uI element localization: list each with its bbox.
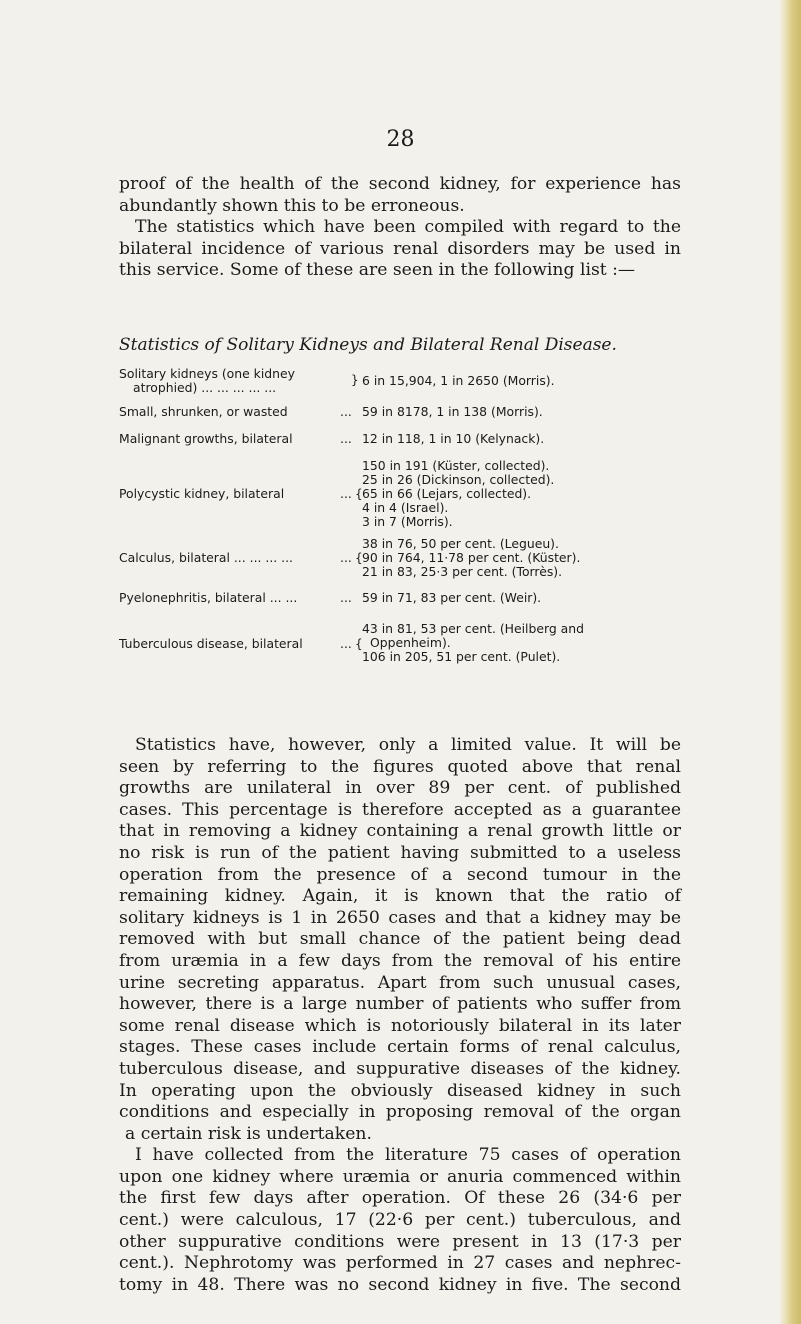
text-line: I have collected from the literature 75 cases of operation — [135, 1145, 681, 1166]
text-line: removed with but small chance of the patient being dead — [119, 929, 681, 950]
leader-dots: ... — [340, 431, 352, 446]
row-values: 150 in 191 (Küster, collected). 25 in 26 (Dickinson, collected). 65 in 66 (Lejars, collected). 4 in 4 (Israel). 3 in 7 (Morris). — [362, 458, 555, 529]
text-line: proof of the health of the second kidney, for experience has — [119, 174, 681, 194]
brace-icon: { — [355, 487, 363, 501]
text-line: some renal disease which is notoriously bilateral in its later — [119, 1015, 681, 1036]
row-values: 43 in 81, 53 per cent. (Heilberg and Oppenheim). 106 in 205, 51 per cent. (Pulet). — [362, 621, 584, 664]
row-values: 38 in 76, 50 per cent. (Legueu). 90 in 764, 11·78 per cent. (Küster). 21 in 83, 25·3 per cent. (Torrès). — [362, 536, 581, 579]
text-line: operation from the presence of a second tumour in the — [119, 864, 681, 885]
text-line: urine secreting apparatus. Apart from such unusual cases, — [119, 972, 681, 993]
text-line: tuberculous disease, and suppurative diseases of the kidney. — [119, 1058, 681, 1079]
text-line: no risk is run of the patient having submitted to a useless — [119, 842, 681, 863]
text-line: cent.). Nephrotomy was performed in 27 cases and nephrec- — [119, 1253, 681, 1274]
text-line: however, there is a large number of patients who suffer from — [119, 994, 681, 1015]
row-label: Polycystic kidney, bilateral — [119, 486, 285, 501]
text-line: The statistics which have been compiled with regard to the — [135, 217, 681, 238]
row-label: Small, shrunken, or wasted — [119, 404, 288, 419]
intro-paragraph — [119, 174, 681, 282]
row-values: 12 in 118, 1 in 10 (Kelynack). — [362, 431, 545, 446]
page-edge — [779, 0, 801, 1324]
text-line: other suppurative conditions were present in 13 (17·3 per — [119, 1231, 681, 1252]
row-values: 59 in 71, 83 per cent. (Weir). — [362, 590, 542, 605]
text-line: upon one kidney where uræmia or anuria commenced within — [119, 1166, 681, 1187]
leader-dots: ... — [340, 486, 352, 501]
text-line: this service. Some of these are seen in the following list :— — [119, 260, 636, 281]
brace-icon: { — [355, 551, 363, 565]
text-line: In operating upon the obviously diseased kidney in such — [119, 1080, 681, 1101]
text-line: seen by referring to the figures quoted above that renal — [119, 756, 681, 777]
row-values: 59 in 8178, 1 in 138 (Morris). — [362, 404, 543, 419]
text-line: tomy in 48. There was no second kidney in five. The second — [119, 1274, 681, 1295]
text-line: cent.) were calculous, 17 (22·6 per cent.) tuberculous, and — [119, 1210, 681, 1231]
leader-dots: ... — [340, 590, 352, 605]
text-line: growths are unilateral in over 89 per cent. of published — [119, 778, 681, 799]
row-label: Solitary kidneys (one kidney atrophied) ... ... ... ... ... — [119, 366, 295, 395]
text-line: the first few days after operation. Of these 26 (34·6 per — [119, 1188, 681, 1209]
text-line: solitary kidneys is 1 in 2650 cases and that a kidney may be — [119, 907, 681, 928]
leader-dots: ... — [340, 404, 352, 419]
leader-dots: ... — [340, 550, 352, 565]
row-label: Malignant growths, bilateral — [119, 431, 293, 446]
text-line: remaining kidney. Again, it is known that the ratio of — [119, 886, 681, 907]
body-paragraphs — [119, 735, 681, 1296]
text-line: bilateral incidence of various renal disorders may be used in — [119, 238, 681, 259]
text-line: Statistics have, however, only a limited value. It will be — [135, 735, 681, 755]
row-label: Tuberculous disease, bilateral — [119, 636, 303, 651]
leader-dots: ... — [340, 636, 352, 651]
brace-icon: } — [351, 373, 359, 387]
page-number: 28 — [386, 127, 415, 152]
row-label: Calculus, bilateral ... ... ... ... — [119, 550, 293, 565]
text-line: that in removing a kidney containing a renal growth little or — [119, 821, 681, 842]
brace-icon: { — [355, 637, 363, 651]
row-label: Pyelonephritis, bilateral ... ... — [119, 590, 298, 605]
text-line: cases. This percentage is therefore accepted as a guarantee — [119, 799, 681, 820]
row-values: 6 in 15,904, 1 in 2650 (Morris). — [362, 373, 555, 388]
text-line: a certain risk is undertaken. — [125, 1123, 372, 1144]
text-line: from uræmia in a few days from the removal of his entire — [119, 950, 681, 971]
text-line: stages. These cases include certain forms of renal calculus, — [119, 1037, 681, 1058]
text-line: conditions and especially in proposing removal of the organ — [119, 1102, 681, 1123]
text-line: abundantly shown this to be erroneous. — [119, 195, 465, 216]
table-title: Statistics of Solitary Kidneys and Bilateral Renal Disease. — [119, 335, 617, 355]
